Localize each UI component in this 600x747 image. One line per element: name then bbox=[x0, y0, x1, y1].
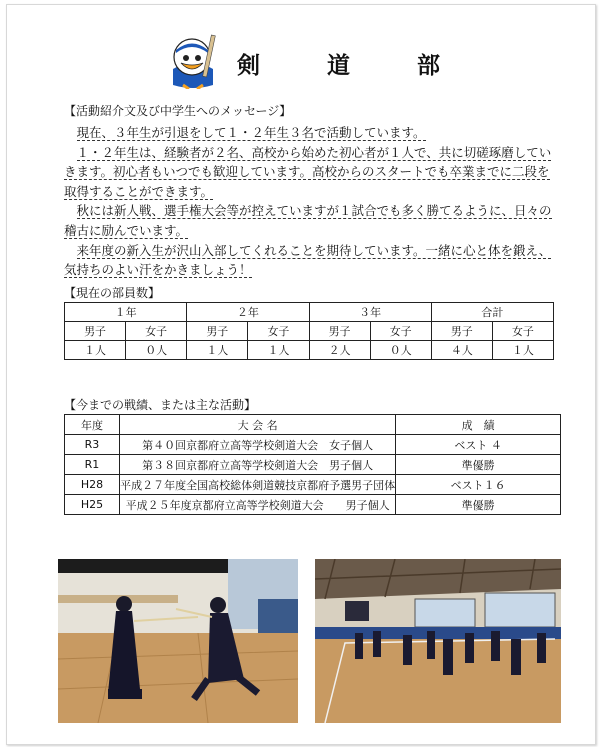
club-title: 剣 道 部 bbox=[237, 52, 462, 79]
gender-cell: 女子 bbox=[126, 322, 187, 341]
members-count-row bbox=[65, 341, 554, 360]
gender-cell: 男子 bbox=[187, 322, 248, 341]
year-cell: H25 bbox=[65, 495, 120, 515]
col-header-tournament: 大 会 名 bbox=[119, 415, 395, 435]
result-cell: ベスト１６ bbox=[396, 475, 561, 495]
document-page bbox=[6, 4, 596, 745]
group-cell: ２年 bbox=[187, 303, 309, 322]
results-header-row bbox=[65, 415, 561, 435]
gender-cell: 女子 bbox=[248, 322, 309, 341]
members-heading: 【現在の部員数】 bbox=[64, 286, 161, 300]
message-paragraph: 現在、３年生が引退をして１・２年生３名で活動しています。 bbox=[76, 125, 426, 140]
count-cell: １人 bbox=[248, 341, 309, 360]
col-header-year: 年度 bbox=[65, 415, 120, 435]
results-table bbox=[64, 414, 561, 515]
results-row bbox=[65, 435, 561, 455]
tournament-cell: 第３８回京都府立高等学校剣道大会 男子個人 bbox=[119, 455, 395, 475]
group-cell: １年 bbox=[65, 303, 187, 322]
gender-cell: 男子 bbox=[431, 322, 492, 341]
gender-cell: 男子 bbox=[65, 322, 126, 341]
count-cell: ２人 bbox=[309, 341, 370, 360]
message-paragraph: １・２年生は、経験者が２名、高校から始めた初心者が１人で、共に切磋琢磨していきます。初心者もいつでも歓迎しています。高校からのスタートでも卒業までに二段を取得することができます。 bbox=[64, 144, 552, 199]
year-cell: H28 bbox=[65, 475, 120, 495]
tournament-cell: 第４０回京都府立高等学校剣道大会 女子個人 bbox=[119, 435, 395, 455]
message-body bbox=[64, 123, 554, 280]
message-paragraph: 来年度の新入生が沢山入部してくれることを期待しています。一緒に心と体を鍛え、気持ちのよい汗をかきましょう！ bbox=[64, 242, 552, 278]
count-cell: ０人 bbox=[126, 341, 187, 360]
year-cell: R1 bbox=[65, 455, 120, 475]
result-cell: 準優勝 bbox=[396, 495, 561, 515]
result-cell: 準優勝 bbox=[396, 455, 561, 475]
results-heading: 【今までの戦績、または主な活動】 bbox=[64, 398, 257, 412]
gender-cell: 女子 bbox=[492, 322, 553, 341]
group-cell: 合計 bbox=[431, 303, 553, 322]
members-gender-row bbox=[65, 322, 554, 341]
members-table bbox=[64, 302, 554, 360]
count-cell: ０人 bbox=[370, 341, 431, 360]
year-cell: R3 bbox=[65, 435, 120, 455]
col-header-result: 成 績 bbox=[396, 415, 561, 435]
kendo-practice-photo bbox=[315, 559, 561, 723]
result-cell: ベスト ４ bbox=[396, 435, 561, 455]
results-row bbox=[65, 495, 561, 515]
tournament-cell: 平成２７年度全国高校総体剣道競技京都府予選男子団体 bbox=[119, 475, 395, 495]
results-row bbox=[65, 455, 561, 475]
count-cell: ４人 bbox=[431, 341, 492, 360]
members-group-row bbox=[65, 303, 554, 322]
count-cell: １人 bbox=[492, 341, 553, 360]
tournament-cell: 平成２５年度京都府立高等学校剣道大会 男子個人 bbox=[119, 495, 395, 515]
gender-cell: 男子 bbox=[309, 322, 370, 341]
count-cell: １人 bbox=[65, 341, 126, 360]
results-row bbox=[65, 475, 561, 495]
mascot-illustration bbox=[167, 29, 219, 89]
message-heading: 【活動紹介文及び中学生へのメッセージ】 bbox=[64, 104, 292, 118]
group-cell: ３年 bbox=[309, 303, 431, 322]
message-paragraph: 秋には新人戦、選手権大会等が控えていますが１試合でも多く勝てるように、日々の稽古に励んでいます。 bbox=[64, 203, 552, 238]
count-cell: １人 bbox=[187, 341, 248, 360]
kendo-sparring-photo bbox=[58, 559, 298, 723]
gender-cell: 女子 bbox=[370, 322, 431, 341]
